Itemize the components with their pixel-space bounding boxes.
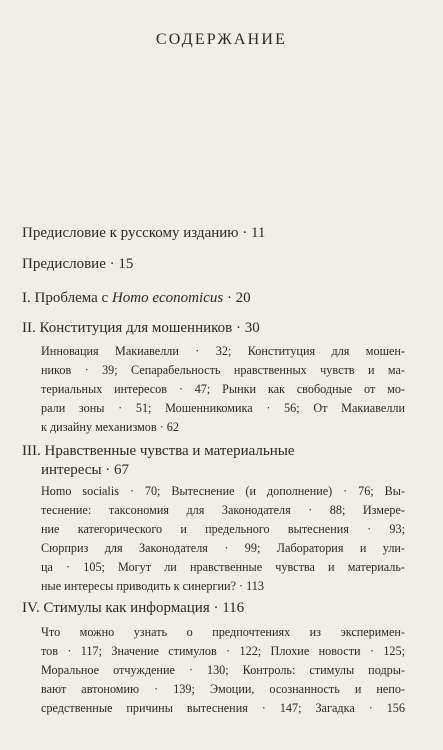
chapter-3-section-line: Сюрприз для Законодателя · 99; Лаборатория и ули- (41, 541, 405, 555)
chapter-2-section-line: рали зоны · 51; Мошенникомика · 56; От Макиавелли (41, 401, 405, 415)
toc-chapter-1 (22, 290, 251, 307)
toc-chapter-2: II. Конституция для мошенников · 30 (22, 320, 260, 336)
chapter-4-section-line: вают автономию · 139; Эмоции, осознанность и непо- (41, 682, 405, 696)
toc-chapter-3-line-1: III. Нравственные чувства и материальные (22, 443, 295, 459)
chapter-3-section-line: ние категорического и предельного вытеснения · 93; (41, 522, 405, 536)
chapter-2-section-line: к дизайну механизмов · 62 (41, 420, 179, 434)
chapter-2-section-line: териальных интересов · 47; Рынки как свободные от мо- (41, 382, 405, 396)
chapter-4-section-line: Моральное отчуждение · 130; Контроль: стимулы подры- (41, 663, 405, 677)
chapter-1-page: · 20 (223, 290, 251, 306)
page-title: СОДЕРЖАНИЕ (155, 31, 288, 48)
chapter-1-title-italic: Homo economicus (111, 290, 224, 306)
chapter-3-section-line: теснение: таксономия для Законодателя · 88; Измере- (41, 503, 405, 517)
chapter-4-section-line: средственные причины вытеснения · 147; Загадка · 156 (41, 701, 405, 715)
toc-chapter-4: IV. Стимулы как информация · 116 (22, 600, 245, 616)
chapter-3-section-line: ные интересы приводить к синергии? · 113 (41, 579, 264, 593)
chapter-4-section-line: Что можно узнать о предпочтениях из эксперимен- (41, 625, 405, 639)
toc-entry-preface: Предисловие · 15 (22, 256, 134, 272)
chapter-1-number: I. (22, 290, 31, 306)
chapter-4-section-line: тов · 117; Значение стимулов · 122; Плохие новости · 125; (41, 644, 405, 658)
chapter-2-sections (41, 342, 405, 437)
toc-entry-preface-russian: Предисловие к русскому изданию · 11 (22, 225, 266, 241)
chapter-4-sections (41, 623, 405, 718)
chapter-3-sections (41, 482, 405, 596)
chapter-2-section-line: Инновация Макиавелли · 32; Конституция для мошен- (41, 344, 405, 358)
toc-chapter-3-line-2: интересы · 67 (41, 462, 130, 478)
chapter-3-section-line: ца · 105; Могут ли нравственные чувства и материаль- (41, 560, 405, 574)
chapter-3-section-line: Homo socialis · 70; Вытеснение (и дополнение) · 76; Вы- (41, 484, 405, 498)
chapter-1-title-prefix: Проблема с (34, 290, 112, 306)
chapter-2-section-line: ников · 39; Сепарабельность нравственных чувств и ма- (41, 363, 405, 377)
